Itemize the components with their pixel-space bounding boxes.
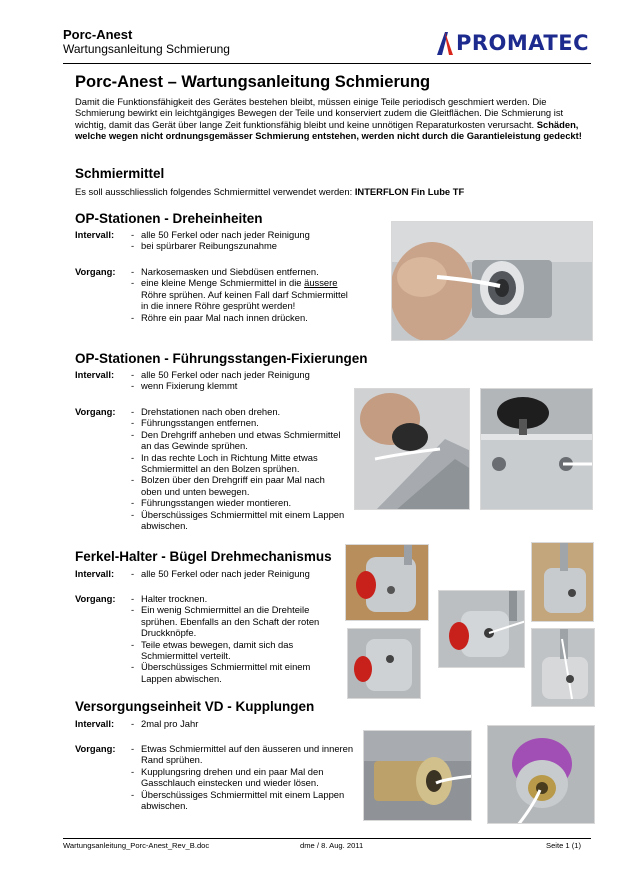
section-kupplungen-procedure: [75, 743, 375, 811]
interval-label: Intervall:: [75, 229, 115, 240]
section-dreheinheiten-interval: [75, 229, 375, 252]
list-item: - Röhre ein paar Mal nach innen drücken.: [131, 311, 308, 323]
list-item: - alle 50 Ferkel oder nach jeder Reinigung: [131, 568, 310, 579]
photo-kupplung-vorne: [487, 725, 595, 824]
photo-halter-5: [531, 628, 595, 707]
procedure-label: Vorgang:: [75, 743, 116, 754]
page-header: [63, 28, 591, 62]
lubricant-product: INTERFLON Fin Lube TF: [354, 186, 465, 197]
footer-author-date: dme / 8. Aug. 2011: [300, 841, 364, 850]
page-title: Porc-Anest – Wartungsanleitung Schmierung: [75, 73, 431, 91]
lubricant-text: [75, 186, 595, 197]
promatec-logo: [436, 30, 589, 56]
list-item: - Überschüssiges Schmiermittel mit einem Lappen abwischen.: [131, 661, 311, 684]
procedure-list: [131, 406, 345, 531]
interval-label: Intervall:: [75, 568, 115, 579]
section-ferkel-halter-interval: [75, 568, 365, 579]
header-subtitle: Wartungsanleitung Schmierung: [63, 42, 230, 56]
intro-paragraph: [75, 96, 595, 142]
section-kupplungen-interval: [75, 718, 365, 729]
list-item: - Den Drehgriff anheben und etwas Schmiermittel an das Gewinde sprühen.: [131, 428, 341, 452]
list-item: - Teile etwas bewegen, damit sich das Schmiermittel verteilt.: [131, 638, 294, 662]
list-item: - Bolzen über den Drehgriff ein paar Mal nach oben und unten bewegen.: [131, 474, 325, 497]
intro-warning-text: Schäden, welche wegen nicht ordnungsgemässer Schmierung entstehen, werden nicht durch die Garantieleistung gedeckt!: [75, 118, 582, 142]
lubricant-heading: Schmiermittel: [75, 166, 165, 181]
interval-label: Intervall:: [75, 369, 115, 380]
header-divider: [63, 63, 591, 64]
procedure-label: Vorgang:: [75, 406, 116, 417]
procedure-label: Vorgang:: [75, 593, 116, 604]
promatec-logo-mark-icon: [436, 31, 454, 55]
list-item: - Überschüssiges Schmiermittel mit einem Lappen abwischen.: [131, 788, 345, 812]
list-item: - Etwas Schmiermittel auf den äusseren und inneren Rand sprühen.: [131, 743, 354, 766]
list-item: - Überschüssiges Schmiermittel mit einem Lappen abwischen.: [131, 508, 345, 532]
photo-halter-2: [531, 542, 594, 622]
interval-list: [131, 568, 310, 579]
footer-divider: [63, 838, 591, 839]
section-heading-fuehrungsstangen: OP-Stationen - Führungsstangen-Fixierungen: [75, 351, 368, 366]
photo-drehgriff-bolzen: [480, 388, 593, 510]
list-item: - eine kleine Menge Schmiermittel in die äussere Röhre sprühen. Auf keinen Fall darf Schmiermittel in die innere Röhre gesprüht werden!: [131, 277, 348, 312]
list-item: - Ein wenig Schmiermittel an die Drehteile sprühen. Ebenfalls an den Schaft der roten Druckknöpfe.: [131, 604, 320, 639]
list-item: - Kupplungsring drehen und ein paar Mal den Gasschlauch einstecken und wieder lösen.: [131, 765, 324, 789]
interval-list: [131, 229, 310, 252]
procedure-list: [131, 593, 343, 684]
list-item: - wenn Fixierung klemmt: [131, 380, 238, 392]
list-item: - alle 50 Ferkel oder nach jeder Reinigung: [131, 369, 310, 380]
photo-halter-1: [345, 544, 429, 621]
lubricant-description: Es soll ausschliesslich folgendes Schmiermittel verwendet werden:: [75, 186, 355, 197]
interval-label: Intervall:: [75, 718, 115, 729]
main-content: [75, 72, 595, 142]
footer-filename: Wartungsanleitung_Porc-Anest_Rev_B.doc: [63, 841, 210, 850]
procedure-list: [131, 743, 357, 811]
section-ferkel-halter-procedure: [75, 593, 365, 684]
section-heading-kupplungen: Versorgungseinheit VD - Kupplungen: [75, 699, 315, 714]
section-fuehrungsstangen-procedure: [75, 406, 365, 531]
photo-kupplung-aussen: [363, 730, 472, 821]
list-item: - Narkosemasken und Siebdüsen entfernen.: [131, 266, 319, 277]
section-fuehrungsstangen-interval: [75, 369, 375, 392]
photo-drehgriff-anheben: [354, 388, 470, 510]
list-item: - Führungsstangen entfernen.: [131, 417, 259, 429]
list-item: - Führungsstangen wieder montieren.: [131, 497, 292, 509]
list-item: - Drehstationen nach oben drehen.: [131, 406, 281, 417]
footer-page-number: Seite 1 (1): [546, 841, 582, 850]
procedure-label: Vorgang:: [75, 266, 116, 277]
interval-list: [131, 718, 198, 729]
list-item: - alle 50 Ferkel oder nach jeder Reinigung: [131, 229, 310, 240]
section-dreheinheiten-procedure: [75, 266, 375, 323]
section-heading-dreheinheiten: OP-Stationen - Dreheinheiten: [75, 211, 263, 226]
interval-list: [131, 369, 310, 392]
logo-text: PROMATEC: [455, 31, 589, 55]
section-heading-ferkel-halter: Ferkel-Halter - Bügel Drehmechanismus: [75, 549, 332, 564]
photo-halter-4: [347, 628, 421, 699]
header-title: Porc-Anest: [63, 27, 133, 42]
list-item: - Halter trocknen.: [131, 593, 208, 604]
list-item: - 2mal pro Jahr: [131, 718, 199, 729]
photo-halter-3: [438, 590, 525, 668]
list-item: - bei spürbarer Reibungszunahme: [131, 240, 278, 252]
list-item: - In das rechte Loch in Richtung Mitte etwas Schmiermittel an den Bolzen sprühen.: [131, 451, 318, 475]
procedure-list: [131, 266, 351, 323]
photo-dreheinheit: [391, 221, 593, 341]
intro-normal-text: Damit die Funktionsfähigkeit des Gerätes bestehen bleibt, müssen einige Teile periodisch geschmiert werden. Die Schmierung bewirkt ein leichtgängiges Bewegen der Teile und konserviert zudem die Gleitflächen. Die Schmierung ist wichtig, damit das Gerät über lange Zeit funktionsfähig bleibt und keine unnötigen Reparaturkosten verursacht.: [75, 96, 564, 130]
